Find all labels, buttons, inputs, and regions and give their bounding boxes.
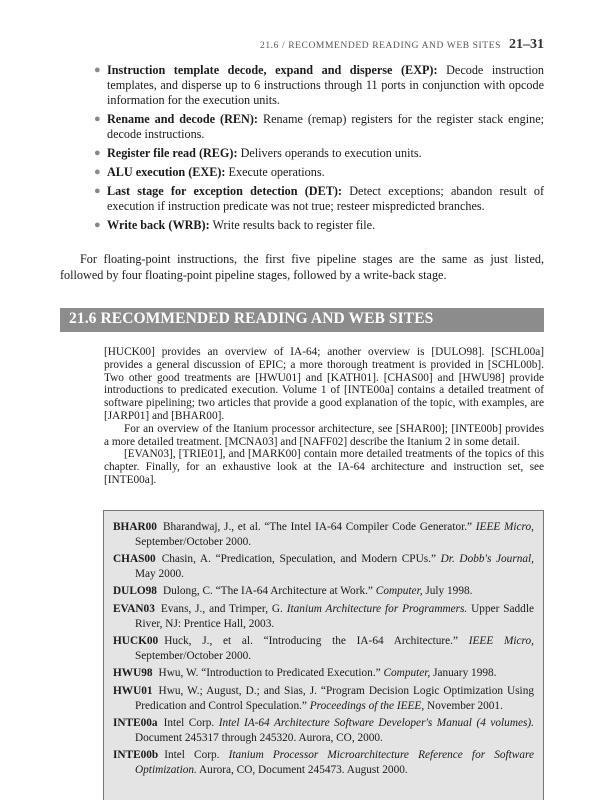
- reference-key: HWU98: [113, 667, 153, 680]
- reference-entry: [113, 520, 534, 549]
- list-item: [94, 218, 544, 233]
- list-item: [94, 165, 544, 180]
- reference-entry: [113, 634, 534, 663]
- reference-detail: September/October 2000.: [135, 649, 252, 662]
- reference-detail: Document 245317 through 245320. Aurora, CO, 2000.: [135, 731, 383, 744]
- stage-name: Instruction template decode, expand and disperse (EXP):: [107, 63, 438, 77]
- reference-key: CHAS00: [113, 553, 156, 566]
- reference-list-box: [103, 510, 544, 800]
- list-item: [94, 146, 544, 161]
- list-item: [94, 63, 544, 108]
- closing-paragraph: For floating-point instructions, the first five pipeline stages are the same as just listed, followed by four floating-point pipeline stages, followed by a write-back stage.: [60, 252, 544, 282]
- running-title: 21.6 / RECOMMENDED READING AND WEB SITES: [259, 41, 501, 51]
- bullet-icon: ●: [94, 147, 101, 159]
- bullet-icon: ●: [94, 113, 101, 125]
- reference-source: Proceedings of the IEEE,: [309, 699, 425, 712]
- reference-key: EVAN03: [113, 602, 155, 615]
- stage-description: Decode instruction templates, and disperse up to 6 instructions through 11 ports in conjunction with opcode information for the execution units.: [107, 63, 544, 107]
- bullet-icon: ●: [94, 166, 101, 178]
- reference-source: Computer,: [375, 585, 423, 598]
- section-heading-bar: [60, 308, 544, 332]
- page-number: 21–31: [509, 37, 544, 52]
- reference-key: INTE00a: [113, 717, 158, 730]
- reference-detail: May 2000.: [135, 567, 184, 580]
- reference-source: Itanium Architecture for Programmers.: [286, 602, 468, 615]
- reference-key: HUCK00: [113, 635, 159, 648]
- reference-source: Computer,: [383, 667, 431, 680]
- reference-detail: September/October 2000.: [135, 535, 252, 548]
- reference-text: Dulong, C. “The IA-64 Architecture at Work.”: [162, 585, 376, 598]
- reference-entry: [113, 584, 534, 599]
- reference-entry: [113, 552, 534, 581]
- reference-text: Intel Corp.: [163, 717, 219, 730]
- reference-text: Chasin, A. “Predication, Speculation, and Modern CPUs.”: [161, 553, 441, 566]
- reference-key: DULO98: [113, 585, 157, 598]
- reference-key: INTE00b: [113, 749, 159, 762]
- reference-source: Intel IA-64 Architecture Software Developer's Manual (4 volumes).: [218, 717, 534, 730]
- bullet-icon: ●: [94, 185, 101, 197]
- reference-entry: [113, 684, 534, 713]
- reference-entry: [113, 716, 534, 745]
- section-title: 21.6 RECOMMENDED READING AND WEB SITES: [69, 310, 434, 327]
- reference-text: Bharandwaj, J., et al. “The Intel IA-64 Compiler Code Generator.”: [162, 521, 476, 533]
- reference-detail: July 1998.: [422, 585, 473, 598]
- running-head: [60, 37, 544, 53]
- reference-source: IEEE Micro,: [475, 521, 534, 533]
- stage-name: Write back (WRB):: [107, 218, 210, 232]
- reference-text: Intel Corp.: [164, 749, 229, 762]
- bullet-icon: ●: [94, 219, 101, 231]
- reference-text: Huck, J., et al. “Introducing the IA-64 Architecture.”: [164, 635, 469, 648]
- stage-name: Last stage for exception detection (DET):: [107, 184, 342, 198]
- stage-description: Execute operations.: [228, 165, 325, 179]
- stage-description: Detect exceptions; abandon result of execution if instruction predicate was not true; resteer mispredicted branches.: [107, 184, 545, 213]
- stage-description: Rename (remap) registers for the register stack engine; decode instructions.: [107, 112, 544, 141]
- reference-detail: January 1998.: [430, 667, 497, 680]
- reference-detail: November 2001.: [424, 699, 503, 712]
- reference-source: Itanium Processor Microarchitecture Reference for Software Optimization.: [135, 749, 534, 776]
- stage-description: Write results back to register file.: [212, 218, 376, 232]
- bullet-icon: ●: [94, 64, 101, 76]
- reference-detail: Upper Saddle River, NJ: Prentice Hall, 2003.: [135, 602, 534, 630]
- reference-key: BHAR00: [113, 521, 157, 533]
- reference-text: Hwu, W.; August, D.; and Sias, J. “Program Decision Logic Optimization Using Predication and Control Speculation.”: [135, 684, 534, 712]
- reference-source: Dr. Dobb's Journal,: [440, 553, 534, 566]
- pipeline-stage-list: [94, 63, 545, 237]
- stage-name: ALU execution (EXE):: [107, 165, 226, 179]
- reference-detail: Aurora, CO, Document 245473. August 2000.: [196, 763, 408, 776]
- reading-paragraph: [EVAN03], [TRIE01], and [MARK00] contain more detailed treatments of the topics of this chapter. Finally, for an exhaustive look at the IA-64 architecture and instruction set, see [INTE00a].: [104, 448, 544, 486]
- reference-text: Hwu, W. “Introduction to Predicated Execution.”: [158, 667, 384, 680]
- list-item: [94, 112, 544, 142]
- reading-paragraph: [HUCK00] provides an overview of IA-64; another overview is [DULO98]. [SCHL00a] provides a general discussion of EPIC; a more thorough treatment is provided in [SCHL00b]. Two other good treatments are [HWU01] and [KATH01]. [CHAS00] and [HWU98] provide introductions to predicated execution. Volume 1 of [INTE00a] contains a detailed treatment of software pipelining; two articles that provide a good explanation of the topic, with examples, are [JARP01] and [BHAR00].: [104, 346, 544, 422]
- stage-name: Register file read (REG):: [107, 146, 238, 160]
- reference-entry: [113, 602, 534, 631]
- reference-key: HWU01: [113, 684, 153, 697]
- reference-text: Evans, J., and Trimper, G.: [160, 602, 287, 615]
- reading-text: [104, 346, 544, 487]
- stage-description: Delivers operands to execution units.: [240, 146, 422, 160]
- reading-paragraph: For an overview of the Itanium processor architecture, see [SHAR00]; [INTE00b] provides a more detailed treatment. [MCNA03] and [NAFF02] describe the Itanium 2 in some detail.: [104, 422, 544, 448]
- list-item: [94, 184, 545, 214]
- reference-entry: [113, 666, 534, 681]
- stage-name: Rename and decode (REN):: [107, 112, 258, 126]
- reference-entry: [113, 748, 534, 777]
- reference-source: IEEE Micro,: [468, 635, 534, 648]
